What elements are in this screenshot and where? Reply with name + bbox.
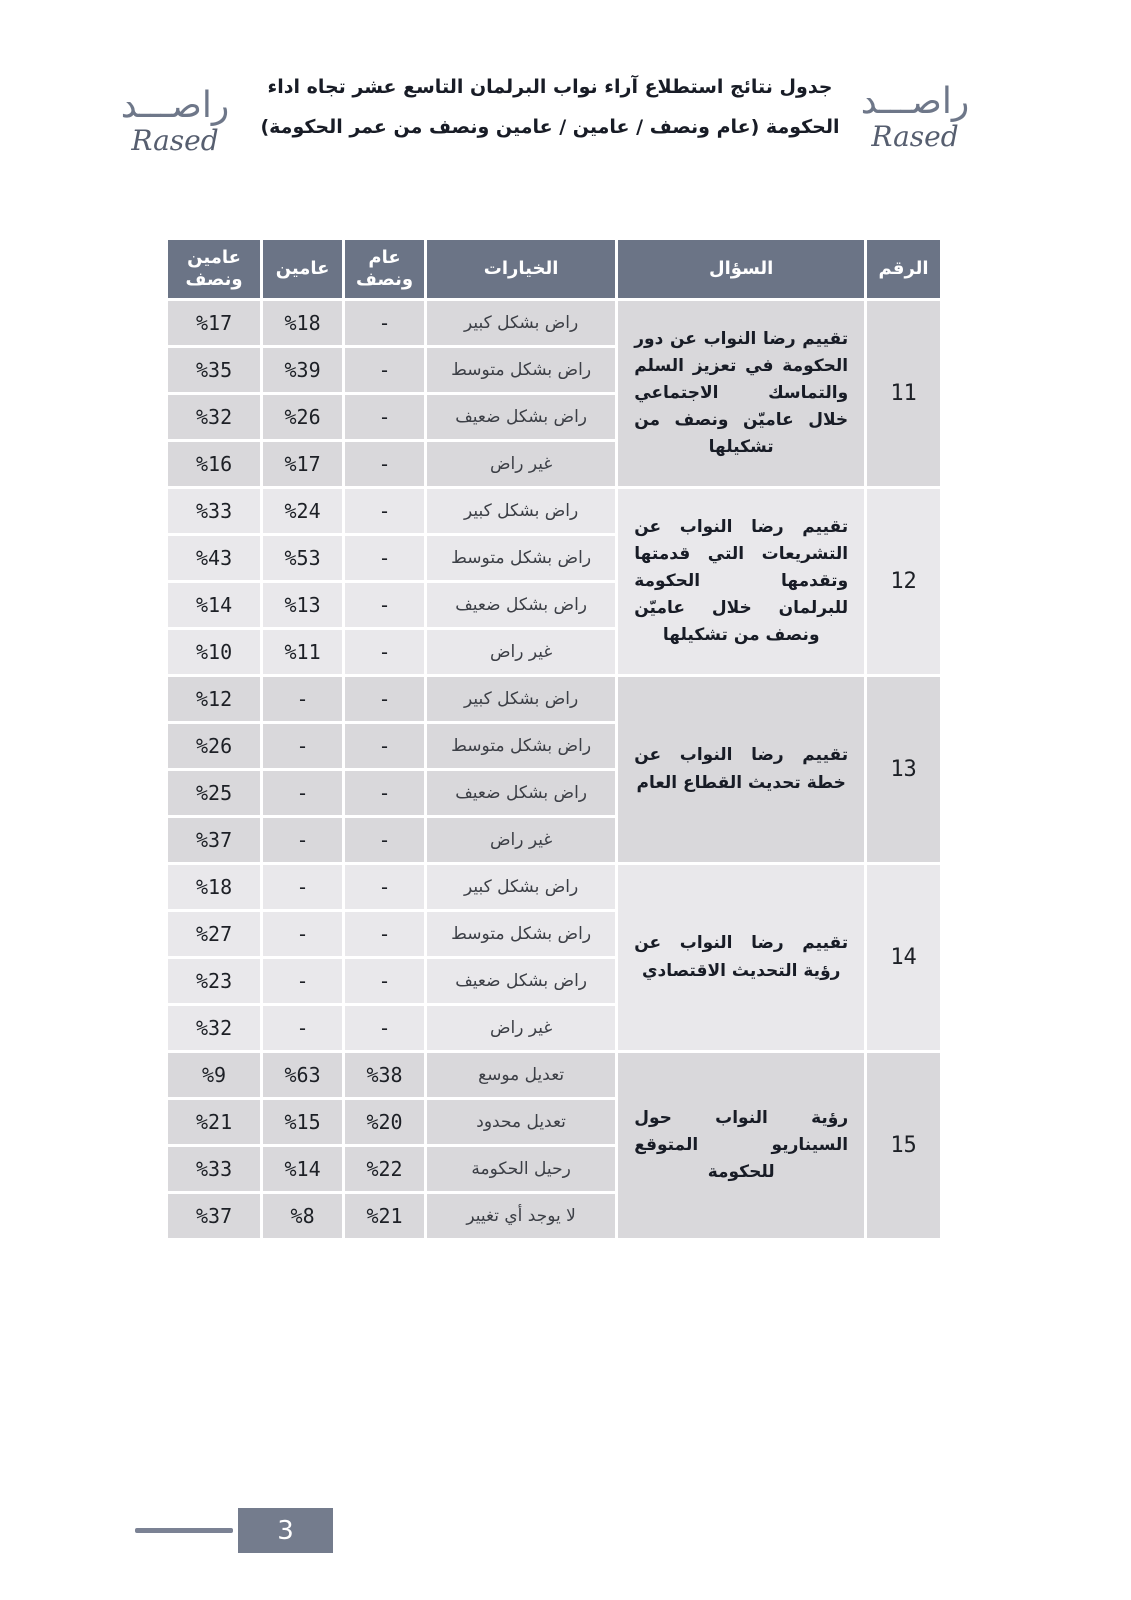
question-text-cell: تقييم رضا النواب عن خطة تحديث القطاع العام bbox=[618, 677, 864, 862]
value-year-and-half-cell: %20 bbox=[345, 1100, 424, 1144]
table-header bbox=[168, 240, 940, 298]
value-two-years-cell: - bbox=[263, 771, 342, 815]
option-label-cell: راض بشكل ضعيف bbox=[427, 583, 615, 627]
value-two-years-and-half-cell: %12 bbox=[168, 677, 260, 721]
value-two-years-and-half-cell: %32 bbox=[168, 395, 260, 439]
value-two-years-cell: %13 bbox=[263, 583, 342, 627]
value-year-and-half-cell: %38 bbox=[345, 1053, 424, 1097]
value-year-and-half-cell: - bbox=[345, 912, 424, 956]
value-two-years-and-half-cell: %21 bbox=[168, 1100, 260, 1144]
option-label-cell: راض بشكل كبير bbox=[427, 865, 615, 909]
column-header-number: الرقم bbox=[867, 240, 940, 298]
value-two-years-cell: %24 bbox=[263, 489, 342, 533]
rased-logo-right bbox=[845, 81, 985, 154]
option-label-cell: راض بشكل ضعيف bbox=[427, 959, 615, 1003]
document-title-line1: جدول نتائج استطلاع آراء نواب البرلمان التاسع عشر تجاه اداء bbox=[267, 76, 833, 98]
question-text-cell: تقييم رضا النواب عن رؤية التحديث الاقتصادي bbox=[618, 865, 864, 1050]
value-two-years-and-half-cell: %43 bbox=[168, 536, 260, 580]
value-two-years-and-half-cell: %18 bbox=[168, 865, 260, 909]
option-label-cell: راض بشكل كبير bbox=[427, 489, 615, 533]
value-two-years-cell: %63 bbox=[263, 1053, 342, 1097]
option-label-cell: راض بشكل متوسط bbox=[427, 536, 615, 580]
rased-logo-arabic-text: راصـــد bbox=[860, 81, 970, 122]
value-year-and-half-cell: - bbox=[345, 818, 424, 862]
option-label-cell: لا يوجد أي تغيير bbox=[427, 1194, 615, 1238]
option-label-cell: راض بشكل متوسط bbox=[427, 348, 615, 392]
value-two-years-cell: %14 bbox=[263, 1147, 342, 1191]
value-two-years-and-half-cell: %32 bbox=[168, 1006, 260, 1050]
column-header-question: السؤال bbox=[618, 240, 864, 298]
value-two-years-and-half-cell: %35 bbox=[168, 348, 260, 392]
option-label-cell: غير راض bbox=[427, 442, 615, 486]
value-year-and-half-cell: %21 bbox=[345, 1194, 424, 1238]
value-two-years-and-half-cell: %33 bbox=[168, 489, 260, 533]
value-two-years-and-half-cell: %25 bbox=[168, 771, 260, 815]
value-two-years-cell: - bbox=[263, 912, 342, 956]
value-year-and-half-cell: %22 bbox=[345, 1147, 424, 1191]
option-label-cell: راض بشكل كبير bbox=[427, 301, 615, 345]
table-row bbox=[168, 489, 940, 533]
column-header-options: الخيارات bbox=[427, 240, 615, 298]
value-two-years-cell: - bbox=[263, 818, 342, 862]
value-two-years-and-half-cell: %9 bbox=[168, 1053, 260, 1097]
value-year-and-half-cell: - bbox=[345, 771, 424, 815]
value-year-and-half-cell: - bbox=[345, 677, 424, 721]
column-header-two-years: عامين bbox=[263, 240, 342, 298]
value-two-years-cell: %15 bbox=[263, 1100, 342, 1144]
value-year-and-half-cell: - bbox=[345, 348, 424, 392]
value-two-years-and-half-cell: %10 bbox=[168, 630, 260, 674]
value-year-and-half-cell: - bbox=[345, 536, 424, 580]
value-year-and-half-cell: - bbox=[345, 724, 424, 768]
value-two-years-and-half-cell: %27 bbox=[168, 912, 260, 956]
value-two-years-cell: %17 bbox=[263, 442, 342, 486]
table-row bbox=[168, 1053, 940, 1097]
value-year-and-half-cell: - bbox=[345, 489, 424, 533]
value-two-years-and-half-cell: %26 bbox=[168, 724, 260, 768]
rased-logo-arabic-text: راصـــد bbox=[120, 85, 230, 126]
footer-decorative-line bbox=[135, 1528, 233, 1533]
question-number-cell: 12 bbox=[867, 489, 940, 674]
value-year-and-half-cell: - bbox=[345, 1006, 424, 1050]
option-label-cell: راض بشكل متوسط bbox=[427, 912, 615, 956]
value-two-years-and-half-cell: %37 bbox=[168, 1194, 260, 1238]
value-year-and-half-cell: - bbox=[345, 959, 424, 1003]
column-header-year-and-half: عام ونصف bbox=[345, 240, 424, 298]
option-label-cell: راض بشكل كبير bbox=[427, 677, 615, 721]
value-two-years-cell: - bbox=[263, 677, 342, 721]
question-number-cell: 15 bbox=[867, 1053, 940, 1238]
document-title bbox=[255, 68, 845, 148]
option-label-cell: غير راض bbox=[427, 1006, 615, 1050]
value-two-years-and-half-cell: %23 bbox=[168, 959, 260, 1003]
page-number-badge bbox=[238, 1508, 333, 1553]
column-header-two-years-and-half: عامين ونصف bbox=[168, 240, 260, 298]
document-title-line2: الحكومة (عام ونصف / عامين / عامين ونصف من عمر الحكومة) bbox=[260, 115, 840, 138]
value-two-years-cell: %11 bbox=[263, 630, 342, 674]
question-text-cell: تقييم رضا النواب عن دور الحكومة في تعزيز السلم والتماسك الاجتماعي خلال عاميّن ونصف من تشكيلها bbox=[618, 301, 864, 486]
rased-logo-latin-text: Rased bbox=[131, 124, 219, 157]
value-two-years-cell: %8 bbox=[263, 1194, 342, 1238]
value-two-years-cell: %39 bbox=[263, 348, 342, 392]
option-label-cell: تعديل محدود bbox=[427, 1100, 615, 1144]
option-label-cell: غير راض bbox=[427, 818, 615, 862]
table-row bbox=[168, 865, 940, 909]
value-two-years-cell: - bbox=[263, 959, 342, 1003]
value-year-and-half-cell: - bbox=[345, 395, 424, 439]
page-number: 3 bbox=[277, 1515, 294, 1546]
value-two-years-cell: - bbox=[263, 1006, 342, 1050]
table-header-row bbox=[168, 240, 940, 298]
question-text-cell: رؤية النواب حول السيناريو المتوقع للحكومة bbox=[618, 1053, 864, 1238]
question-number-cell: 11 bbox=[867, 301, 940, 486]
rased-logo-left bbox=[105, 85, 245, 158]
value-year-and-half-cell: - bbox=[345, 865, 424, 909]
option-label-cell: راض بشكل ضعيف bbox=[427, 771, 615, 815]
value-two-years-cell: %26 bbox=[263, 395, 342, 439]
question-text-cell: تقييم رضا النواب عن التشريعات التي قدمتها وتقدمها الحكومة للبرلمان خلال عاميّن ونصف من تشكيلها bbox=[618, 489, 864, 674]
table-row bbox=[168, 677, 940, 721]
value-two-years-and-half-cell: %33 bbox=[168, 1147, 260, 1191]
option-label-cell: راض بشكل متوسط bbox=[427, 724, 615, 768]
value-two-years-cell: - bbox=[263, 865, 342, 909]
value-two-years-and-half-cell: %37 bbox=[168, 818, 260, 862]
value-year-and-half-cell: - bbox=[345, 442, 424, 486]
value-year-and-half-cell: - bbox=[345, 301, 424, 345]
value-two-years-cell: %53 bbox=[263, 536, 342, 580]
value-year-and-half-cell: - bbox=[345, 630, 424, 674]
question-number-cell: 14 bbox=[867, 865, 940, 1050]
value-two-years-and-half-cell: %14 bbox=[168, 583, 260, 627]
option-label-cell: راض بشكل ضعيف bbox=[427, 395, 615, 439]
table-body bbox=[168, 301, 940, 1238]
value-year-and-half-cell: - bbox=[345, 583, 424, 627]
value-two-years-and-half-cell: %16 bbox=[168, 442, 260, 486]
question-number-cell: 13 bbox=[867, 677, 940, 862]
value-two-years-cell: - bbox=[263, 724, 342, 768]
value-two-years-cell: %18 bbox=[263, 301, 342, 345]
rased-logo-latin-text: Rased bbox=[871, 120, 959, 153]
option-label-cell: تعديل موسع bbox=[427, 1053, 615, 1097]
survey-results-table bbox=[165, 237, 943, 1241]
table-row bbox=[168, 301, 940, 345]
value-two-years-and-half-cell: %17 bbox=[168, 301, 260, 345]
option-label-cell: رحيل الحكومة bbox=[427, 1147, 615, 1191]
option-label-cell: غير راض bbox=[427, 630, 615, 674]
